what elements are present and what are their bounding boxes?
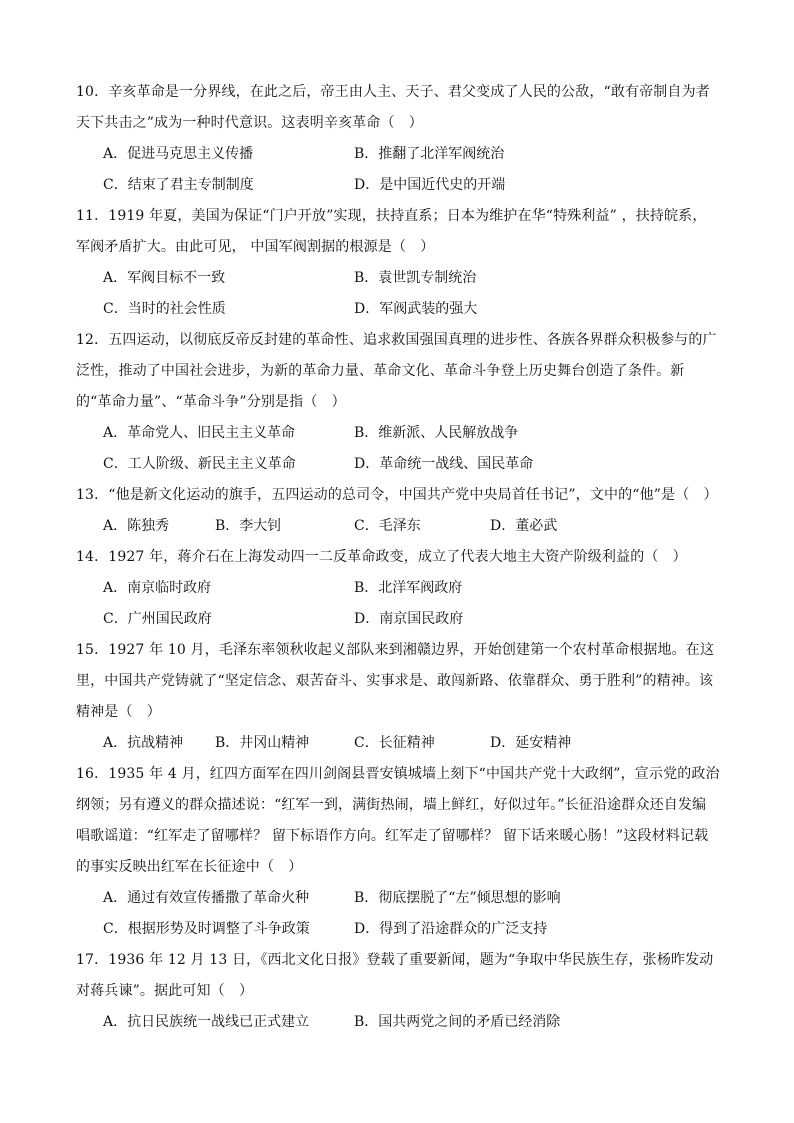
question-stem: 15．1927 年 10 月，毛泽东率领秋收起义部队来到湘赣边界，开始创建第一个农村革命根据地。在这里，中国共产党铸就了“坚定信念、艰苦奋斗、实事求是、敢闯新路、依靠群众、勇于胜利”的精神。该精神是（ ） [76,642,715,720]
option-d: D．董必武 [490,518,558,534]
option-c: C．广州国民政府 [103,611,212,627]
option-a: A．通过有效宣传播撒了革命火种 [103,890,310,906]
options-row [76,511,720,542]
option-b: B．李大钊 [215,518,282,534]
option-b: B．推翻了北洋军阀统治 [354,146,505,162]
option-b: B．彻底摆脱了“左”倾思想的影响 [354,890,561,906]
option-b: B．袁世凯专制统治 [354,270,477,286]
options-row [76,294,720,325]
options-row [76,263,720,294]
question-stem: 13．“他是新文化运动的旗手，五四运动的总司令，中国共产党中央局首任书记”，文中的“他”是（ ） [76,487,718,503]
option-b: B．井冈山精神 [215,735,310,751]
option-c: C．工人阶级、新民主主义革命 [103,456,296,472]
option-a: A．抗日民族统一战线已正式建立 [103,1014,310,1030]
question-stem: 14．1927 年，蒋介石在上海发动四一二反革命政变，成立了代表大地主大资产阶级利益的（ ） [76,549,687,565]
options-row [76,573,720,604]
question-16 [76,759,720,945]
options-row [76,449,720,480]
option-d: D．南京国民政府 [354,611,464,627]
question-stem: 16．1935 年 4 月，红四方面军在四川剑阁县晋安镇城墙上刻下“中国共产党十大政纲”，宣示党的政治纲领；另有遵义的群众描述说：“红军一到，满街热闹，墙上鲜红，好似过年。”长征沿途群众还自发编唱歌谣道：“红军走了留哪样？ 留下标语作方向。红军走了留哪样？ 留下话来暖心肠！”这段材料记载的事实反映出红军在长征途中（ ） [76,766,720,875]
question-13 [76,480,720,542]
option-d: D．延安精神 [490,735,572,751]
option-a: A．促进马克思主义传播 [103,146,254,162]
option-d: D．军阀武装的强大 [354,301,478,317]
option-a: A．抗战精神 [103,735,184,751]
options-row [76,728,720,759]
option-c: C．长征精神 [354,735,435,751]
question-stem: 12．五四运动，以彻底反帝反封建的革命性、追求救国强国真理的进步性、各族各界群众积极参与的广泛性，推动了中国社会进步，为新的革命力量、革命文化、革命斗争登上历史舞台创造了条件。新的“革命力量”、“革命斗争”分别是指（ ） [76,332,717,410]
options-row [76,170,720,201]
question-12 [76,325,720,480]
options-row [76,1007,720,1038]
options-row [76,418,720,449]
options-row [76,139,720,170]
option-c: C．根据形势及时调整了斗争政策 [103,921,310,937]
option-a: A．军阀目标不一致 [103,270,226,286]
option-c: C．毛泽东 [354,518,421,534]
question-10 [76,77,720,201]
option-c: C．结束了君主专制制度 [103,177,254,193]
option-b: B．国共两党之间的矛盾已经消除 [354,1014,561,1030]
options-row [76,914,720,945]
option-b: B．北洋军阀政府 [354,580,463,596]
option-d: D．是中国近代史的开端 [354,177,506,193]
question-15 [76,635,720,759]
option-a: A．南京临时政府 [103,580,212,596]
option-d: D．得到了沿途群众的广泛支持 [354,921,548,937]
option-c: C．当时的社会性质 [103,301,226,317]
options-row [76,883,720,914]
option-a: A．革命党人、旧民主主义革命 [103,425,296,441]
question-stem: 17．1936 年 12 月 13 日，《西北文化日报》登载了重要新闻，题为“争取中华民族生存，张杨昨发动对蒋兵谏”。据此可知（ ） [76,952,714,999]
option-d: D．革命统一战线、国民革命 [354,456,534,472]
options-row [76,604,720,635]
question-stem: 10．辛亥革命是一分界线，在此之后，帝王由人主、天子、君父变成了人民的公敌，“敢有帝制自为者天下共击之”成为一种时代意识。这表明辛亥革命（ ） [76,84,710,131]
question-11 [76,201,720,325]
question-stem: 11．1919 年夏，美国为保证“门户开放”实现，扶持直系；日本为维护在华“特殊利益” ，扶持皖系，军阀矛盾扩大。由此可见， 中国军阀割据的根源是（ ） [76,208,707,255]
option-a: A．陈独秀 [103,518,170,534]
option-b: B．维新派、人民解放战争 [354,425,519,441]
question-14 [76,542,720,635]
question-17 [76,945,720,1038]
